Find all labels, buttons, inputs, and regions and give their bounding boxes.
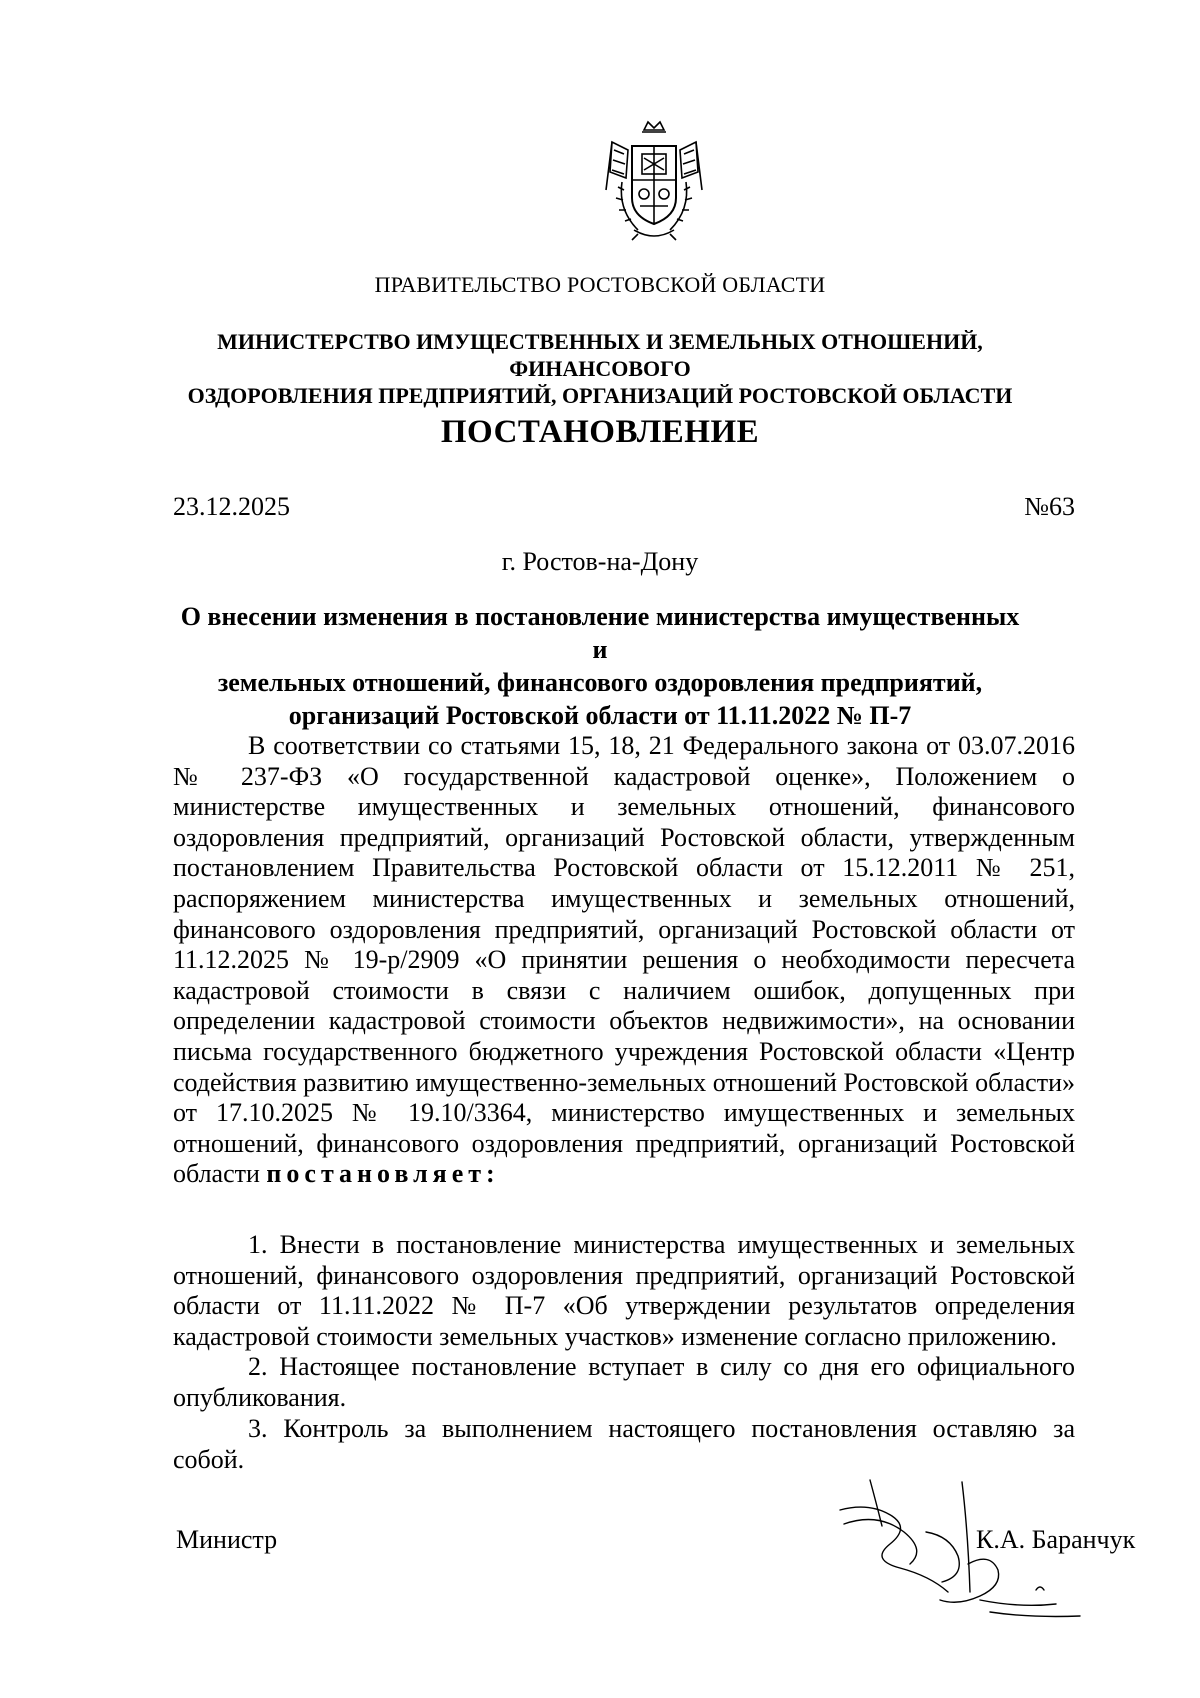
resolution-item-1: 1. Внести в постановление министерства имущественных и земельных отношений, финансового оздоровления предприятий, организаций Ростовской области от 11.11.2022 № П-7 «Об утверждении результатов определения кадастровой стоимости земельных участков» изменение согласно приложению.: [173, 1230, 1075, 1351]
handwritten-signature-icon: [830, 1472, 1110, 1622]
ministry-title: [160, 328, 1040, 409]
document-date: 23.12.2025: [173, 492, 290, 521]
preamble-text: В соответствии со статьями 15, 18, 21 Федерального закона от 03.07.2016 № 237-ФЗ «О государственной кадастровой оценке», Положением о министерстве имущественных и земельных отношений, финансового оздоровления предприятий, организаций Ростовской области, утвержденным постановлением Правительства Ростовской области от 15.12.2011 № 251, распоряжением министерства имущественных и земельных отношений, финансового оздоровления предприятий, организаций Ростовской области от 11.12.2025 № 19-р/2909 «О принятии решения о необходимости пересчета кадастровой стоимости в связи с наличием ошибок, допущенных при определении кадастровой стоимости объектов недвижимости», на основании письма государственного бюджетного учреждения Ростовской области «Центр содействия развитию имущественно-земельных отношений Ростовской области» от 17.10.2025 № 19.10/3364, министерство имущественных и земельных отношений, финансового оздоровления предприятий, организаций Ростовской области: [173, 731, 1075, 1189]
document-number: №63: [1024, 492, 1075, 521]
coat-of-arms-icon: [598, 120, 710, 244]
signer-title: Министр: [176, 1525, 278, 1554]
preamble-paragraph: [173, 731, 1075, 1190]
document-type: ПОСТАНОВЛЕНИЕ: [440, 414, 760, 450]
resolution-item-2: 2. Настоящее постановление вступает в силу со дня его официального опубликования.: [173, 1352, 1075, 1412]
subject-line-1: О внесении изменения в постановление министерства имущественных и: [180, 602, 1020, 664]
ministry-title-line-1: МИНИСТЕРСТВО ИМУЩЕСТВЕННЫХ И ЗЕМЕЛЬНЫХ ОТНОШЕНИЙ, ФИНАНСОВОГО: [217, 329, 983, 381]
resolution-item-3: 3. Контроль за выполнением настоящего постановления оставляю за собой.: [173, 1414, 1075, 1474]
document-subject: [170, 600, 1030, 732]
resolves-word: постановляет:: [266, 1159, 500, 1189]
government-title: ПРАВИТЕЛЬСТВО РОСТОВСКОЙ ОБЛАСТИ: [374, 272, 826, 297]
signer-name: К.А. Баранчук: [976, 1525, 1136, 1554]
document-city: г. Ростов-на-Дону: [501, 547, 699, 576]
ministry-title-line-2: ОЗДОРОВЛЕНИЯ ПРЕДПРИЯТИЙ, ОРГАНИЗАЦИЙ РОСТОВСКОЙ ОБЛАСТИ: [187, 383, 1013, 408]
subject-line-2: земельных отношений, финансового оздоровления предприятий,: [217, 668, 983, 697]
subject-line-3: организаций Ростовской области от 11.11.2022 № П-7: [288, 701, 912, 730]
